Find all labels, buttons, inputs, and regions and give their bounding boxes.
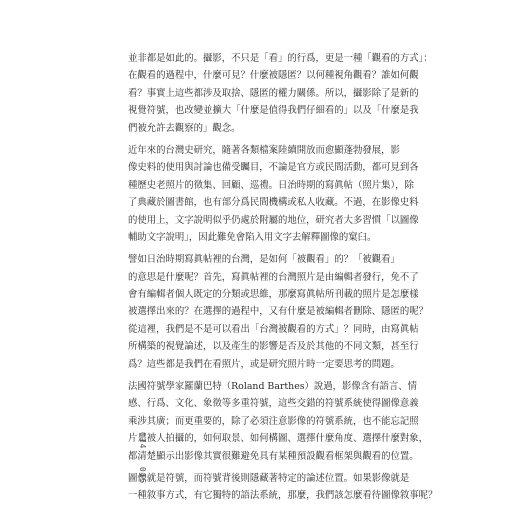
paragraph-1: [128, 50, 433, 137]
text-line: 的意思是什麼呢？首先，寫眞帖裡的台灣照片是由編輯者發行，免不了: [128, 271, 419, 283]
text-line: 所構築的視覺論述，以及產生的影響是否及於其他的不同文類，甚至行: [128, 341, 419, 353]
paragraph-3: [128, 251, 429, 373]
body-text: [128, 50, 438, 505]
paragraph-2: [128, 142, 419, 246]
text-line: 乘涉其廣；而更重要的，除了必須注意影像的符號系統，也不能忘記照: [128, 415, 419, 427]
text-line: 片是被人拍攝的，如何取景、如何構圖、選擇什麼角度、選擇什麼對象，: [128, 433, 429, 445]
text-line: 法國符號學家羅蘭巴特（Roland Barthes）說過，影像含有語言、情: [128, 381, 418, 393]
text-line: 像史料的使用與討論也備受矚目，不論是官方或民間活動，都可見到各: [128, 162, 419, 174]
paragraph-5: [128, 470, 438, 505]
text-line: 的使用上，文字說明似乎仍處於附屬的地位，研究者大多習慣「以圖像: [128, 214, 419, 226]
text-line: 都清楚顯示出影像其實很難避免具有某種預設觀看框架與觀看的位置。: [128, 450, 419, 462]
text-line: 並非都是如此的。攝影，不只是「看」的行爲，更是一種「觀看的方式」：: [128, 53, 433, 64]
text-line: 們被允許去觀察的」觀念。: [128, 122, 241, 134]
text-line: 種歷史老照片的徵集、回顧、巡禮。日治時期的寫眞帖（照片集），除: [128, 179, 414, 191]
text-line: 圖像就是符號，而符號背後則隱藏著特定的論述位置。如果影像就是: [128, 472, 410, 484]
text-line: 譬如日治時期寫眞帖裡的台灣，是如何「被觀看」的？「被觀看」: [128, 254, 400, 266]
text-line: 輔助文字說明」，因此難免會陷入用文字去解釋圖像的窠臼。: [128, 231, 377, 243]
text-line: 在觀看的過程中，什麼可見？什麼被隱匿？以何種視角觀看？誰如何觀: [128, 70, 419, 82]
text-line: 一種敘事方式，有它獨特的語法系統，那麼，我們該怎麼看待圖像敘事呢？: [128, 490, 438, 502]
page-number: 014 . 015: [138, 432, 147, 485]
paragraph-4: [128, 378, 429, 465]
text-line: 感、行爲、文化、象徵等多重符號，這些交錯的符號系統使得圖像意義: [128, 398, 419, 410]
text-line: 會有編輯者個人既定的分類或思維，那麼寫眞帖所刊載的照片是怎麼樣: [128, 289, 419, 301]
text-line: 了典藏於圖書館，也有部分爲民間機構或私人收藏。不過，在影像史料: [128, 197, 419, 209]
text-line: 被選擇出來的？在選擇的過程中，又有什麼是被編輯者刪除、隱匿的呢？: [128, 306, 429, 318]
text-line: 爲？這些都是我們在看照片，或是研究照片時一定要思考的問題。: [128, 358, 400, 370]
text-line: 從這裡，我們是不是可以看出「台灣被觀看的方式」？同時，由寫眞帖: [128, 323, 419, 335]
text-line: 看？事實上這些都涉及取捨、隱匿的權力關係。所以，攝影除了是新的: [128, 87, 419, 99]
text-line: 視覺符號，也改變並擴大「什麼是值得我們仔細看的」以及「什麼是我: [128, 105, 419, 117]
text-line: 近年來的台灣史研究，隨著各類檔案陸續開放而愈顯蓬勃發展，影: [128, 144, 400, 156]
